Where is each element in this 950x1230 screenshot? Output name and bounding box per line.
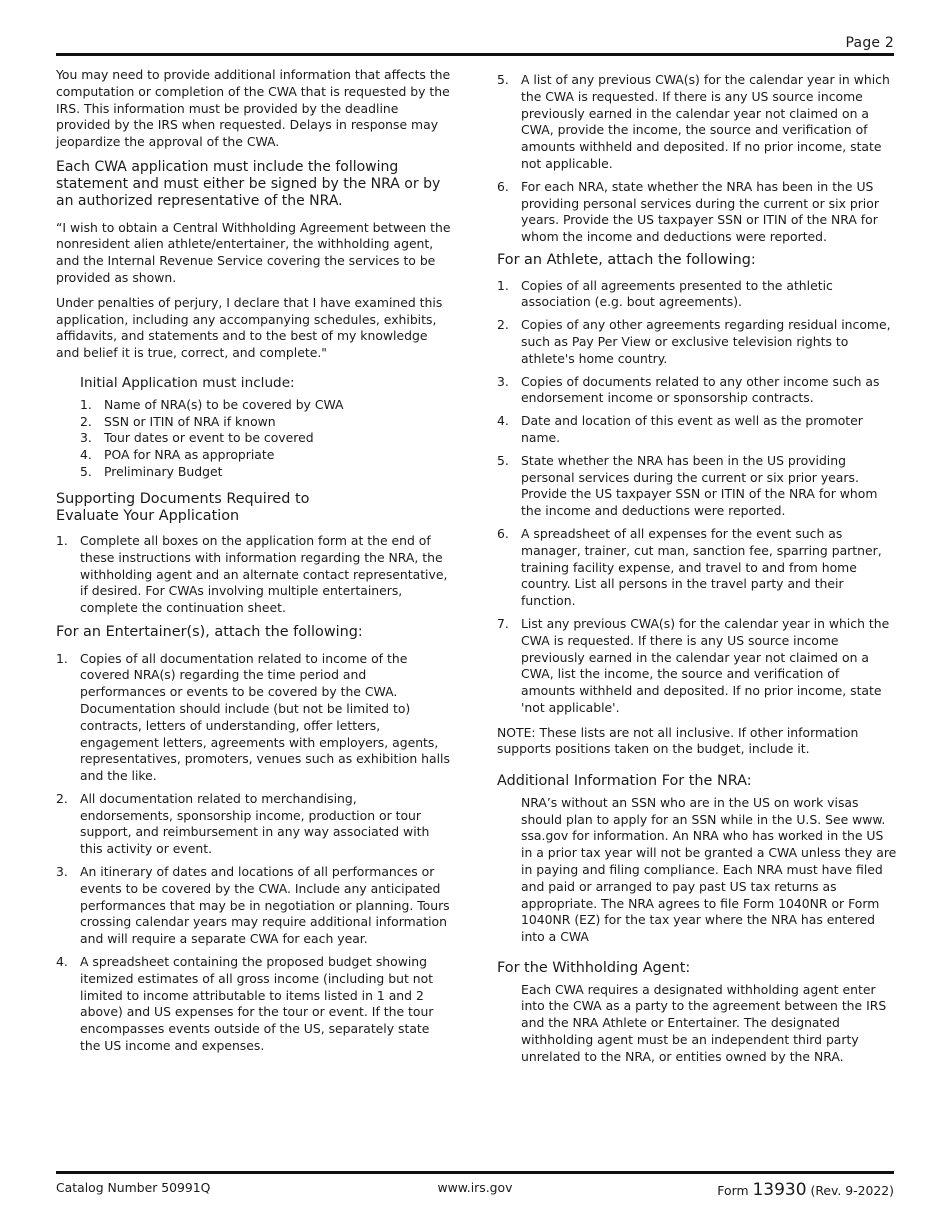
list-item: [497, 374, 897, 408]
form-word: Form: [717, 1183, 749, 1198]
list-item: [497, 278, 897, 312]
list-item-text: A spreadsheet of all expenses for the event such as manager, trainer, cut man, sanction fee, sparring partner, training facility expense, and travel to and from home country. List all persons in the travel party and their function.: [521, 525, 882, 609]
footer-rule: [56, 1171, 894, 1174]
list-item-text: A list of any previous CWA(s) for the calendar year in which the CWA is requested. If there is any US source income previously earned in the calendar year not claimed on a CWA, provide the income, the source and verification of amounts withheld and deposited. If no prior income, state not applicable.: [521, 72, 890, 171]
list-item-number: 3.: [56, 864, 68, 880]
list-item-number: 1.: [56, 650, 68, 666]
list-item-text: Copies of all agreements presented to the athletic association (e.g. bout agreements).: [521, 277, 833, 310]
list-item: [56, 651, 453, 785]
form-identifier: [717, 1180, 894, 1200]
note-paragraph: NOTE: These lists are not all inclusive. If other information supports positions taken on the budget, include it.: [497, 724, 859, 757]
intro-paragraph: You may need to provide additional information that affects the computation or completion of the CWA that is requested by the IRS. This information must be provided by the deadline provided by the IRS when requested. Delays in response may jeopardize the approval of the CWA.: [56, 67, 451, 150]
initial-application-heading: Initial Application must include:: [80, 374, 295, 391]
list-item: [497, 179, 897, 246]
list-item: [56, 954, 453, 1055]
website-link[interactable]: www.irs.gov: [437, 1180, 513, 1195]
list-item: [497, 72, 897, 173]
list-item: [497, 616, 897, 717]
list-item: [56, 864, 453, 948]
list-item-text: Copies of all documentation related to income of the covered NRA(s) regarding the time period and performances or events to be covered by the CWA. Documentation should include (but not be limited to) contracts, letters of understanding, offer letters, engagement letters, agreements with employers, agents, representatives, promoters, venues such as exhibition halls and the like.: [80, 650, 450, 784]
list-item-number: 5.: [497, 72, 509, 87]
list-item-number: 4.: [80, 447, 92, 463]
right-column: [497, 72, 897, 1074]
list-item-number: 5.: [497, 452, 509, 468]
left-column: [56, 67, 453, 1061]
list-item: [80, 414, 453, 431]
initial-application-list: [56, 397, 453, 481]
list-item-text: Complete all boxes on the application form at the end of these instructions with information regarding the NRA, the withholding agent and an alternate contact representative, if desired. For CWAs involving multiple entertainers, complete the continuation sheet.: [80, 532, 448, 616]
catalog-number: Catalog Number 50991Q: [56, 1180, 211, 1195]
list-item-number: 1.: [497, 277, 509, 293]
list-item: [56, 791, 453, 858]
entertainer-list: [56, 651, 453, 1055]
list-item-text: All documentation related to merchandising, endorsements, sponsorship income, production or tour support, and reimbursement in any way associated with this activity or event.: [80, 790, 430, 857]
list-item-number: 7.: [497, 615, 509, 631]
list-item-number: 2.: [56, 790, 68, 806]
additional-information-heading: Additional Information For the NRA:: [497, 773, 752, 790]
entertainer-continued-list: [497, 72, 897, 246]
list-item-text: List any previous CWA(s) for the calendar year in which the CWA is requested. If there is any US source income previously earned in the calendar year not claimed on a CWA, list the income, the source and verification of amounts withheld and deposited. If no prior income, state 'not applicable'.: [521, 615, 890, 715]
list-item-text: A spreadsheet containing the proposed budget showing itemized estimates of all gross income (including but not limited to income attributable to items listed in 1 and 2 above) and US expenses for the tour or event. If the tour encompasses events outside of the US, separately state the US income and expenses.: [80, 954, 434, 1054]
list-item-text: For each NRA, state whether the NRA has been in the US providing personal services during the current or six prior years. Provide the US taxpayer SSN or ITIN of the NRA for whom the income and deductions were reported.: [521, 178, 879, 245]
list-item-text: An itinerary of dates and locations of all performances or events to be covered by the CWA. Include any anticipated performances that may be in negotiation or planning. Tours crossing calendar years may require additional information and will require a separate CWA for each year.: [80, 864, 450, 947]
list-item-number: 6.: [497, 178, 509, 194]
list-item: [497, 413, 897, 447]
additional-information-text: NRA’s without an SSN who are in the US on work visas should plan to apply for an SSN while in the U.S. See www. ssa.gov for information. An NRA who has worked in the US in a prior tax year will not be granted a CWA unless they are in paying and filing compliance. Each NRA must have filed and paid or arranged to pay past US tax returns as appropriate. The NRA agrees to file Form 1040NR or Form 1040NR (EZ) for the tax year where the NRA has entered into a CWA: [521, 794, 897, 945]
entertainer-heading: For an Entertainer(s), attach the following:: [56, 623, 363, 640]
list-item-number: 4.: [56, 954, 68, 970]
withholding-agent-heading: For the Withholding Agent:: [497, 960, 691, 977]
athlete-list: [497, 278, 897, 717]
list-item-text: Preliminary Budget: [104, 463, 223, 479]
supporting-documents-list: [56, 533, 453, 617]
form-revision: (Rev. 9-2022): [810, 1183, 894, 1198]
list-item-text: State whether the NRA has been in the US providing personal services during the current or six prior years. Provide the US taxpayer SSN or ITIN of the NRA for whom the income and deductions were reported.: [521, 452, 878, 519]
athlete-heading: For an Athlete, attach the following:: [497, 251, 756, 268]
list-item-text: Copies of any other agreements regarding residual income, such as Pay Per View or exclusive television rights to athlete's home country.: [521, 317, 891, 366]
list-item-number: 6.: [497, 525, 509, 541]
list-item: [80, 397, 453, 414]
list-item-text: POA for NRA as appropriate: [104, 447, 275, 463]
list-item-text: Tour dates or event to be covered: [104, 430, 314, 446]
list-item: [80, 447, 453, 464]
list-item-number: 1.: [56, 532, 68, 548]
list-item: [497, 526, 897, 610]
list-item-number: 3.: [497, 373, 509, 389]
list-item-number: 1.: [80, 396, 92, 412]
form-number: 13930: [752, 1180, 807, 1200]
perjury-paragraph: Under penalties of perjury, I declare that I have examined this application, including any accompanying schedules, exhibits, affidavits, and statements and to the best of my knowledge and belief it is true, correct, and complete.": [56, 294, 443, 361]
list-item: [80, 464, 453, 481]
list-item: [497, 317, 897, 367]
list-item: [497, 453, 897, 520]
list-item-number: 4.: [497, 413, 509, 429]
quote-paragraph: “I wish to obtain a Central Withholding Agreement between the nonresident alien athlete/entertainer, the withholding agent, and the Internal Revenue Service covering the services to be provided as shown.: [56, 219, 451, 285]
list-item-text: Copies of documents related to any other income such as endorsement income or sponsorship contracts.: [521, 373, 880, 406]
list-item-text: Name of NRA(s) to be covered by CWA: [104, 396, 344, 412]
list-item: [56, 533, 453, 617]
header-rule: [56, 53, 894, 56]
list-item-number: 5.: [80, 463, 92, 479]
page-number: Page 2: [845, 35, 894, 51]
list-item-number: 2.: [497, 317, 509, 333]
withholding-agent-text: Each CWA requires a designated withholding agent enter into the CWA as a party to the agreement between the IRS and the NRA Athlete or Entertainer. The designated withholding agent must be an independent third party unrelated to the NRA, or entities owned by the NRA.: [521, 981, 887, 1064]
list-item-number: 2.: [80, 413, 92, 429]
list-item-text: Date and location of this event as well as the promoter name.: [521, 413, 863, 445]
statement-heading: Each CWA application must include the following statement and must either be signed by the NRA or by an authorized representative of the NRA.: [56, 158, 441, 210]
list-item-text: SSN or ITIN of NRA if known: [104, 413, 276, 429]
list-item: [80, 430, 453, 447]
list-item-number: 3.: [80, 430, 92, 446]
supporting-documents-heading: Supporting Documents Required to Evaluate Your Application: [56, 490, 310, 525]
